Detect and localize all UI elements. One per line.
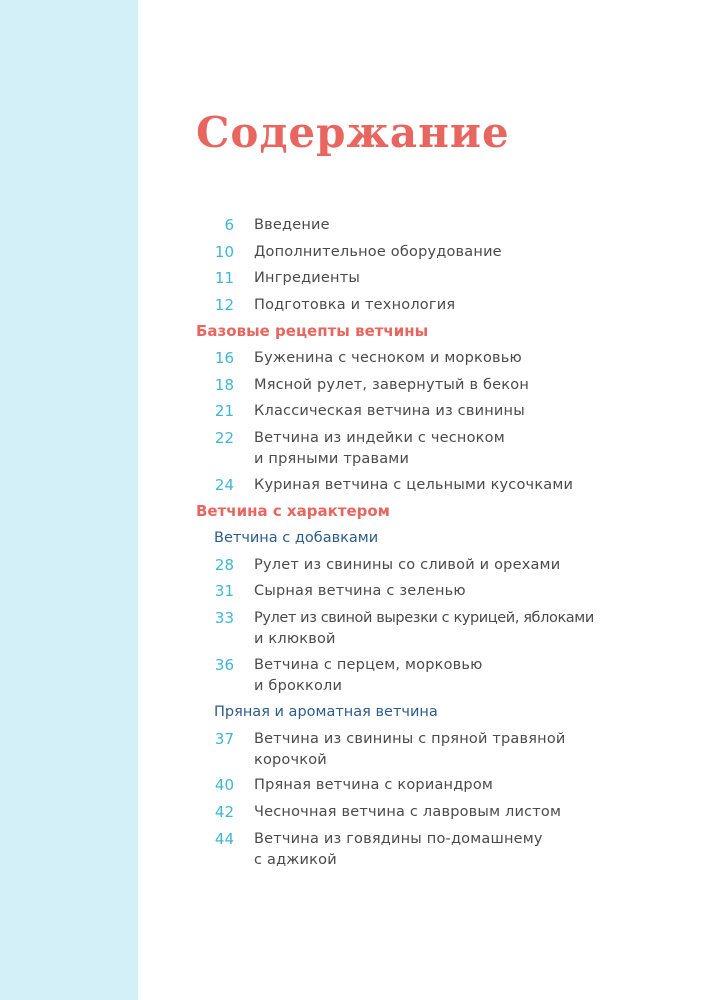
page-number: 11 <box>214 269 234 287</box>
entry-title-continued: и клюквой <box>254 631 336 647</box>
entry-title: Классическая ветчина из свинины <box>254 403 525 419</box>
entry-title-continued: и брокколи <box>254 678 343 694</box>
entry-title-continued: с аджикой <box>254 852 337 868</box>
page-number: 6 <box>224 216 234 234</box>
page-number: 12 <box>214 296 234 314</box>
entry-title: Буженина с чесноком и морковью <box>254 350 522 366</box>
entry-title: Ингредиенты <box>254 270 361 286</box>
entry-title: Мясной рулет, завернутый в бекон <box>254 377 530 393</box>
entry-title: Введение <box>254 217 330 233</box>
page-number: 21 <box>214 402 234 420</box>
page-number: 40 <box>214 776 234 794</box>
entry-title-continued: и пряными травами <box>254 451 410 467</box>
entry-title: Ветчина из свинины с пряной травяной <box>254 731 566 747</box>
subsection-heading-additives[interactable]: Ветчина с добавками <box>214 530 379 546</box>
page-number: 22 <box>214 429 234 447</box>
page-number: 24 <box>214 476 234 494</box>
entry-title: Рулет из свиной вырезки с курицей, яблоками <box>254 610 594 626</box>
entry-title: Пряная ветчина с кориандром <box>254 777 494 793</box>
page-number: 36 <box>214 656 234 674</box>
page-number: 33 <box>214 609 234 627</box>
entry-title: Сырная ветчина с зеленью <box>254 583 466 599</box>
page-number: 16 <box>214 349 234 367</box>
page-number: 44 <box>214 830 234 848</box>
page-number: 37 <box>214 730 234 748</box>
side-color-band <box>0 0 138 1000</box>
entry-title-continued: корочкой <box>254 752 327 768</box>
entry-title: Подготовка и технология <box>254 297 456 313</box>
entry-title: Ветчина из индейки с чесноком <box>254 430 505 446</box>
entry-title: Куриная ветчина с цельными кусочками <box>254 477 574 493</box>
page-title: Содержание <box>196 108 510 157</box>
entry-title: Рулет из свинины со сливой и орехами <box>254 557 561 573</box>
page-number: 42 <box>214 803 234 821</box>
section-heading-character[interactable]: Ветчина с характером <box>196 502 390 520</box>
entry-title: Ветчина с перцем, морковью <box>254 657 483 673</box>
page-number: 10 <box>214 243 234 261</box>
entry-title: Дополнительное оборудование <box>254 244 502 260</box>
entry-title: Чесночная ветчина с лавровым листом <box>254 804 562 820</box>
subsection-heading-spicy[interactable]: Пряная и ароматная ветчина <box>214 704 438 720</box>
page-number: 31 <box>214 582 234 600</box>
section-heading-basic[interactable]: Базовые рецепты ветчины <box>196 322 429 340</box>
page-number: 28 <box>214 556 234 574</box>
page-number: 18 <box>214 376 234 394</box>
entry-title: Ветчина из говядины по-домашнему <box>254 831 543 847</box>
